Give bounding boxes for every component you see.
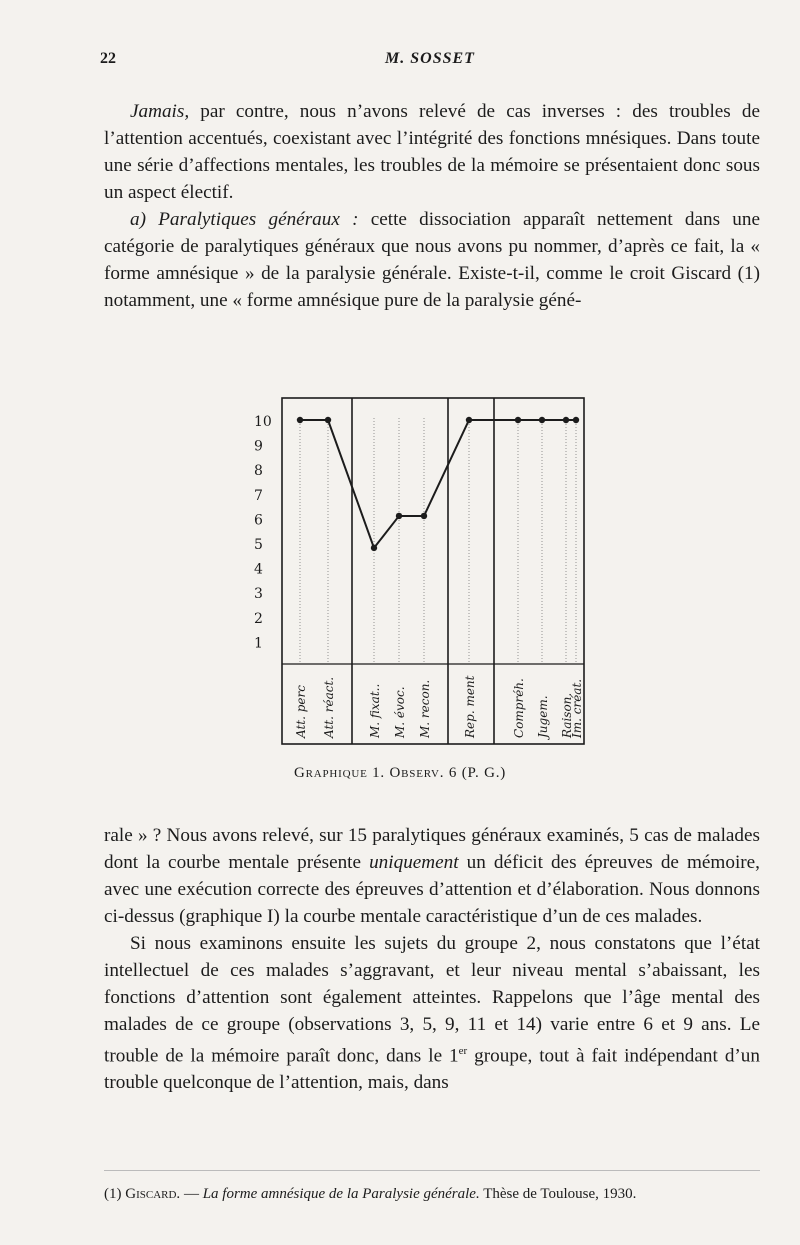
- running-head-author: M. SOSSET: [385, 50, 475, 67]
- data-point: [297, 417, 303, 423]
- footnote: [104, 1184, 760, 1204]
- data-point: [515, 417, 521, 423]
- x-category-label: M. évoc.: [393, 686, 407, 738]
- footnote-dash: —: [180, 1186, 203, 1202]
- x-category-label: Raison.: [560, 692, 574, 738]
- y-tick-label: 3: [254, 586, 263, 603]
- x-category-label: Jugem.: [536, 695, 550, 738]
- footnote-author: Giscard.: [125, 1186, 181, 1202]
- data-point: [539, 417, 545, 423]
- data-point: [371, 545, 377, 551]
- emphasis-uniquement: uniquement: [369, 852, 459, 873]
- y-tick-label: 4: [254, 561, 263, 578]
- page-number: 22: [100, 50, 116, 67]
- footnote-title: La forme amnésique de la Paralysie générale.: [202, 1186, 480, 1202]
- data-point: [573, 417, 579, 423]
- x-category-label: Att. perc: [294, 685, 308, 738]
- paragraph-1: [104, 98, 760, 206]
- y-tick-label: 5: [254, 537, 263, 553]
- y-tick-label: 6: [254, 512, 263, 529]
- running-header: [100, 50, 760, 74]
- body-text-top: [104, 98, 760, 314]
- y-tick-label: 9: [254, 438, 263, 455]
- x-category-label: M. recon.: [418, 679, 432, 738]
- data-point: [421, 513, 427, 519]
- paragraph-4: [104, 930, 760, 1096]
- paragraph-4-text-b: groupe, tout à fait indépendant d’un trouble quelconque de l’attention, mais, dans: [104, 1045, 760, 1094]
- footnote-rest: Thèse de Toulouse, 1930.: [479, 1186, 637, 1202]
- paragraph-3-text-b: un déficit des épreuves de mémoire, avec une exécution correcte des épreuves d’attention et d’élaboration. Nous donnons ci-dessus (graphique I) la courbe mentale caractéristique d’un de ces malades.: [104, 852, 760, 927]
- paragraph-2-text: cette dissociation apparaît nettement dans une catégorie de paralytiques généraux que nous avons pu nommer, d’après ce fait, la « forme amnésique » de la paralysie générale. Existe-t-il, comme le croit Giscard (1) notamment, une « forme amnésique pure de la paralysie géné-: [104, 209, 760, 311]
- paragraph-3: [104, 822, 760, 930]
- y-tick-label: 2: [254, 610, 263, 627]
- data-point: [325, 417, 331, 423]
- superscript-er: er: [458, 1045, 468, 1057]
- footnote-rule: [104, 1170, 760, 1171]
- y-tick-label: 10: [254, 414, 272, 430]
- figure-caption: Graphique 1. Observ. 6 (P. G.): [293, 765, 507, 781]
- x-category-label: Att. réact.: [322, 676, 336, 738]
- paragraph-1-text: par contre, nous n’avons relevé de cas inverses : des troubles de l’attention accentués, coexistant avec l’intégrité des fonctions mnésiques. Dans toute une série d’affections mentales, les troubles de la mémoire se présentaient donc sous un aspect électif.: [104, 101, 760, 203]
- section-label: a) Paralytiques généraux :: [130, 209, 359, 230]
- y-tick-label: 7: [254, 487, 263, 504]
- footnote-number: (1): [104, 1186, 122, 1202]
- series-line: [300, 420, 576, 548]
- x-category-label: Rep. ment: [463, 675, 477, 738]
- x-category-label: Im. créat.: [570, 678, 584, 738]
- paragraph-2: [104, 206, 760, 314]
- data-point: [396, 513, 402, 519]
- data-point: [563, 417, 569, 423]
- x-category-label: M. fixat..: [368, 683, 382, 738]
- body-text-bottom: [104, 822, 760, 1096]
- emphasis-jamais: Jamais,: [130, 101, 190, 122]
- paragraph-3-text-a: rale » ? Nous avons relevé, sur 15 paralytiques généraux examinés, 5 cas de malades dont la courbe mentale présente: [104, 825, 760, 873]
- data-point: [466, 417, 472, 423]
- mental-curve-chart: [248, 394, 588, 750]
- y-tick-label: 8: [254, 463, 263, 480]
- y-tick-label: 1: [254, 635, 263, 652]
- paragraph-4-text-a: Si nous examinons ensuite les sujets du groupe 2, nous constatons que l’état intellectuel de ces malades s’aggravant, et leur niveau mental s’abaissant, les fonctions d’attention sont également atteintes. Rappelons que l’âge mental des malades de ce groupe (observations 3, 5, 9, 11 et 14) varie entre 6 et 9 ans. Le trouble de la mémoire paraît donc, dans le 1: [104, 933, 760, 1067]
- x-category-label: Compréh.: [512, 678, 526, 738]
